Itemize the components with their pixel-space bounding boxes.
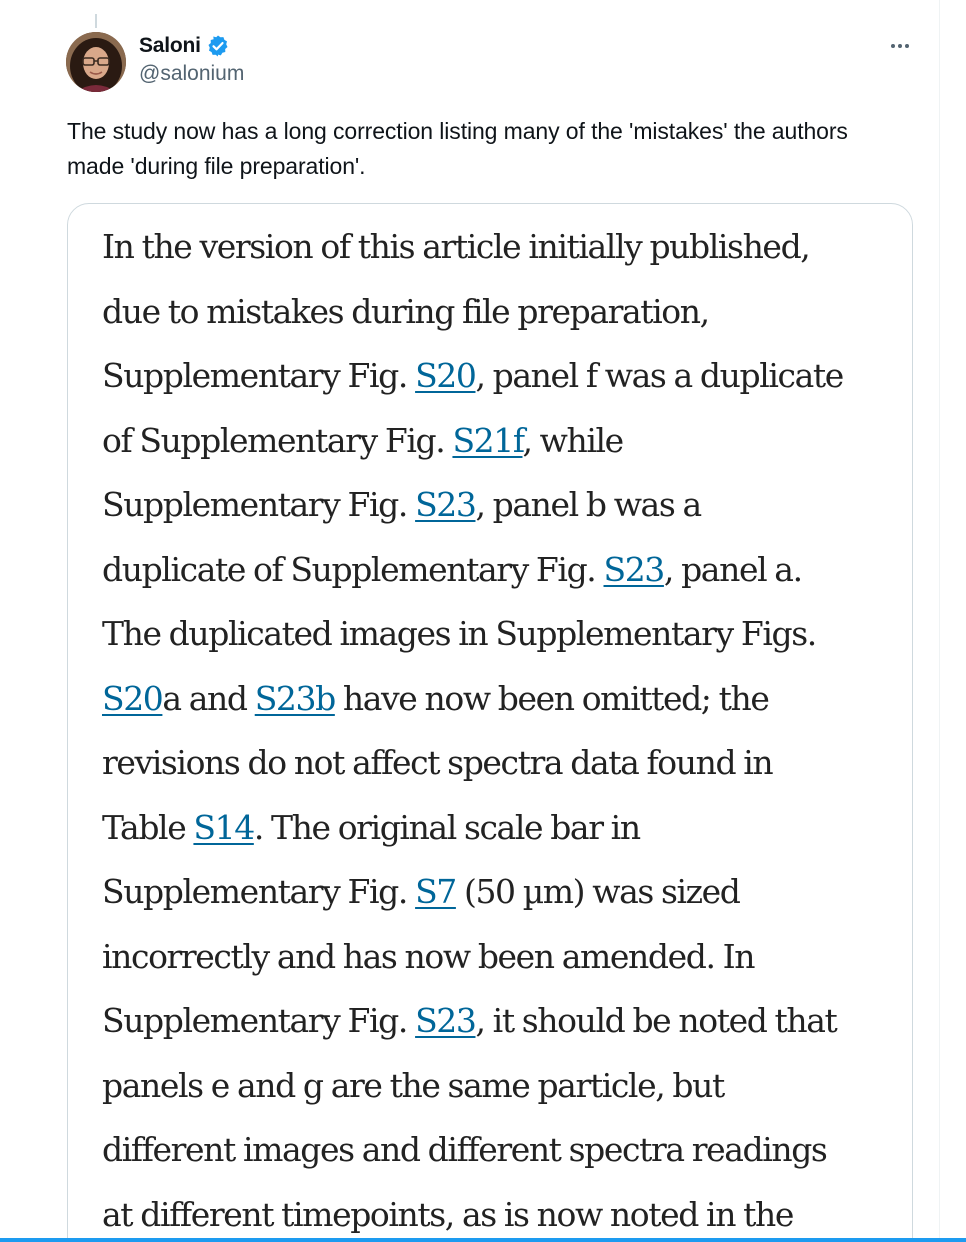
text-segment: incorrectly and has now been amended. In — [102, 936, 755, 976]
text-line — [102, 602, 902, 667]
correction-notice-text — [102, 215, 902, 1242]
text-segment: revisions do not affect spectra data found in — [102, 743, 773, 782]
text-line — [102, 1054, 902, 1119]
supplementary-link[interactable]: S23b — [254, 678, 335, 718]
text-line — [102, 473, 902, 538]
dot — [898, 44, 902, 48]
author-handle[interactable]: @salonium — [139, 62, 245, 85]
text-segment: , while — [522, 420, 623, 460]
text-segment: duplicate of Supplementary Fig. — [102, 549, 604, 589]
text-segment: , panel f was a duplicate — [475, 356, 843, 395]
text-segment: due to mistakes during file preparation, — [102, 291, 709, 331]
text-line — [102, 925, 902, 990]
more-options-icon[interactable] — [884, 34, 916, 58]
supplementary-link[interactable]: S23 — [415, 485, 476, 524]
text-segment: Supplementary Fig. — [102, 1001, 416, 1040]
author-name-row[interactable] — [139, 32, 230, 60]
supplementary-link[interactable]: S7 — [415, 872, 456, 911]
text-line — [102, 796, 902, 861]
attached-image-card[interactable] — [67, 203, 913, 1242]
supplementary-link[interactable]: S21f — [452, 420, 523, 460]
verified-badge-icon[interactable] — [206, 34, 230, 58]
text-line — [102, 280, 902, 345]
text-segment: , it should be noted that — [475, 1001, 837, 1040]
text-segment: have now been omitted; the — [334, 678, 769, 718]
text-segment: , panel b was a — [475, 485, 701, 524]
text-segment: panels e and g are the same particle, but — [102, 1065, 724, 1105]
user-avatar-icon — [66, 32, 126, 92]
tweet-text: The study now has a long correction listing many of the 'mistakes' the authors made 'during file preparation'. — [67, 118, 848, 179]
text-segment: . The original scale bar in — [253, 807, 640, 847]
supplementary-link[interactable]: S20 — [415, 356, 476, 395]
supplementary-link[interactable]: S23 — [603, 549, 664, 589]
text-line — [102, 989, 902, 1054]
text-segment: Supplementary Fig. — [102, 356, 416, 395]
text-segment: , panel a. — [663, 549, 802, 589]
text-line — [102, 344, 902, 409]
scroll-accent-bar — [0, 1238, 966, 1242]
text-segment: The duplicated images in Supplementary Figs. — [102, 614, 816, 653]
text-segment: a and — [162, 678, 255, 718]
text-segment: at different timepoints, as is now noted in the — [102, 1194, 793, 1234]
text-segment: Table — [102, 807, 194, 847]
dot — [891, 44, 895, 48]
text-line — [102, 409, 902, 474]
supplementary-link[interactable]: S23 — [415, 1001, 476, 1040]
supplementary-link[interactable]: S20 — [102, 678, 163, 718]
text-line — [102, 215, 902, 280]
text-line — [102, 731, 902, 796]
text-segment: of Supplementary Fig. — [102, 420, 453, 460]
dot — [905, 44, 909, 48]
timeline-border — [939, 0, 940, 1242]
text-segment: different images and different spectra readings — [102, 1130, 827, 1169]
thread-connector-line — [95, 14, 97, 28]
text-segment: (50 µm) was sized — [455, 872, 740, 911]
text-segment: Supplementary Fig. — [102, 485, 416, 524]
text-line — [102, 538, 902, 603]
supplementary-link[interactable]: S14 — [193, 807, 254, 847]
text-line — [102, 667, 902, 732]
text-line — [102, 1183, 902, 1242]
author-display-name[interactable]: Saloni — [139, 34, 201, 57]
text-line — [102, 1118, 902, 1183]
text-segment: Supplementary Fig. — [102, 872, 416, 911]
text-segment: In the version of this article initially published, — [102, 227, 810, 266]
text-line — [102, 860, 902, 925]
avatar[interactable] — [66, 32, 126, 92]
